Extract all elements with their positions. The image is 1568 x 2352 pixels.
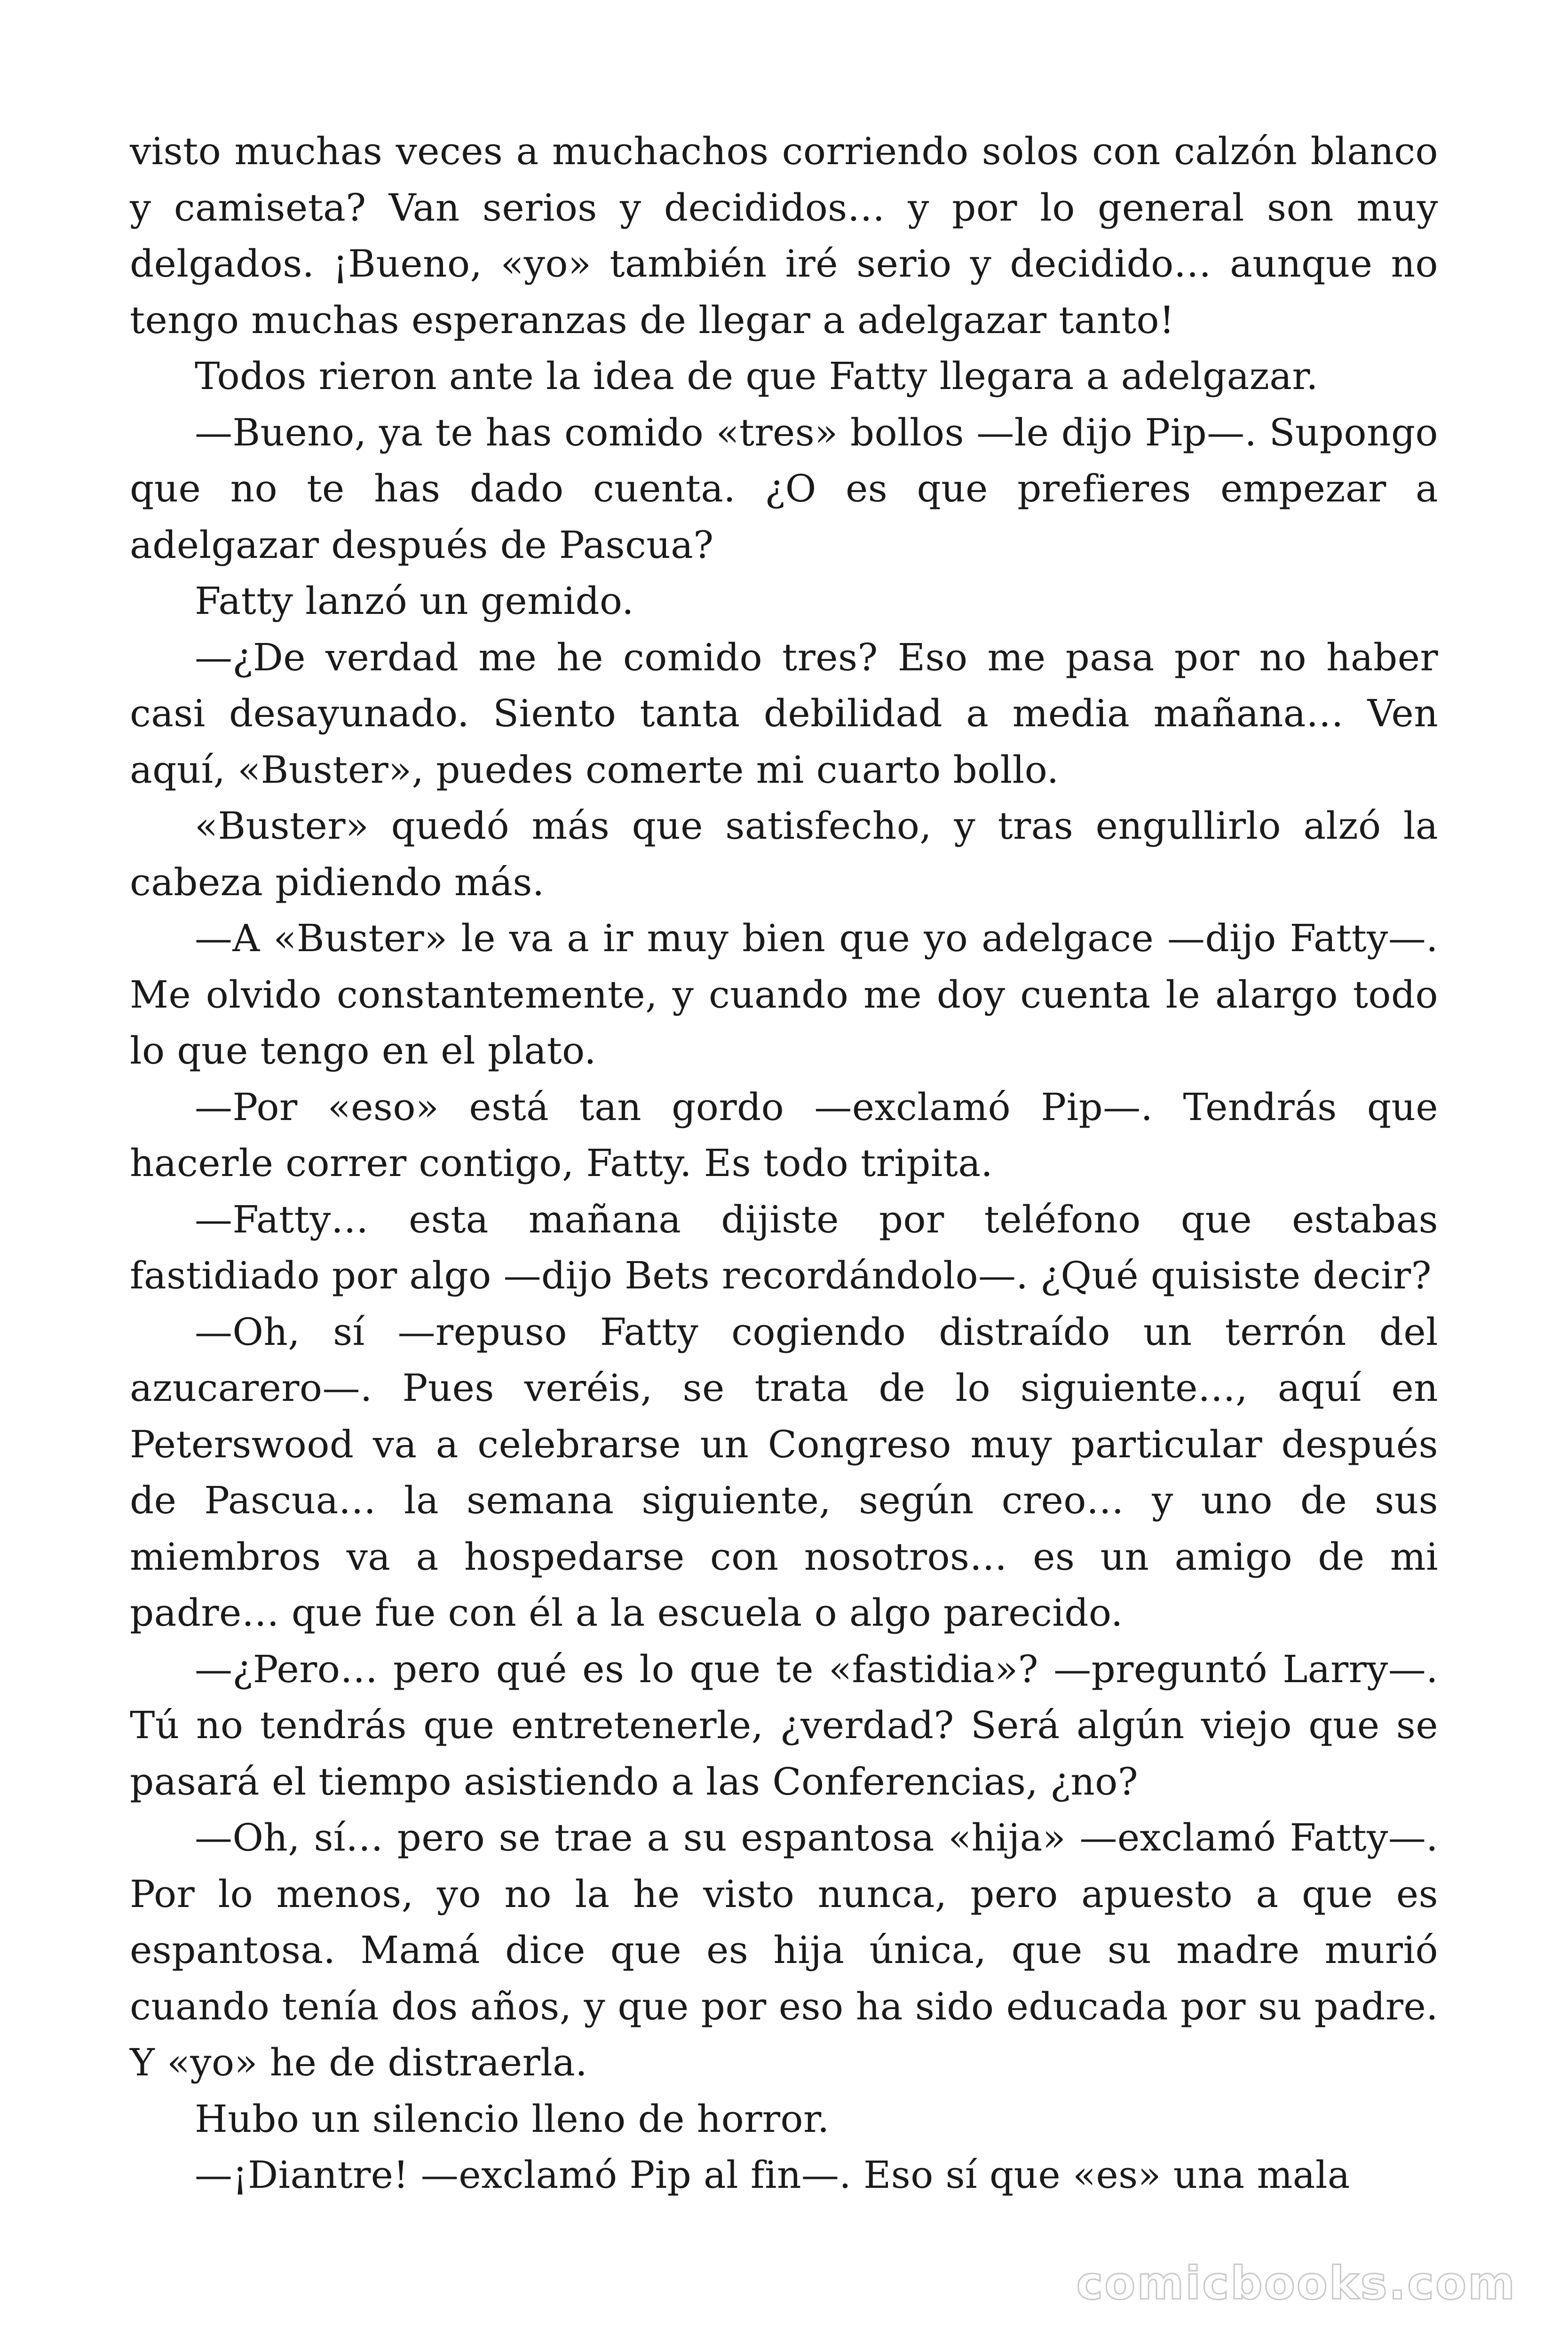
paragraph: «Buster» quedó más que satisfecho, y tras engullirlo alzó la cabeza pidiendo más. <box>130 804 1438 904</box>
paragraph: —A «Buster» le va a ir muy bien que yo adelgace —dijo Fatty—. Me olvido constantemente, y cuando me doy cuenta le alargo todo lo que tengo en el plato. <box>130 916 1438 1073</box>
paragraph: visto muchas veces a muchachos corriendo solos con calzón blanco y camiseta? Van serios y decididos… y por lo general son muy delgados. ¡Bueno, «yo» también iré serio y decidido… aunque no tengo muchas esperanzas de llegar a adelgazar tanto! <box>130 129 1438 342</box>
paragraph: —¿De verdad me he comido tres? Eso me pasa por no haber casi desayunado. Siento tanta debilidad a media mañana… Ven aquí, «Buster», puedes comerte mi cuarto bollo. <box>130 635 1438 792</box>
paragraph: —Oh, sí —repuso Fatty cogiendo distraído un terrón del azucarero—. Pues veréis, se trata de lo siguiente…, aquí en Peterswood va a celebrarse un Congreso muy particular después de Pascua… la semana siguiente, según creo… y uno de sus miembros va a hospedarse con nosotros… es un amigo de mi padre… que fue con él a la escuela o algo parecido. <box>130 1310 1438 1635</box>
paragraph: —¡Diantre! —exclamó Pip al fin—. Eso sí que «es» una mala <box>195 2153 1350 2197</box>
watermark: comicbooks.com <box>1076 2257 1516 2310</box>
paragraph: —Por «eso» está tan gordo —exclamó Pip—. Tendrás que hacerle correr contigo, Fatty. Es todo tripita. <box>130 1085 1438 1185</box>
paragraph: —Fatty… esta mañana dijiste por teléfono que estabas fastidiado por algo —dijo Bets recordándolo—. ¿Qué quisiste decir? <box>130 1197 1438 1297</box>
paragraph: —¿Pero… pero qué es lo que te «fastidia»? —preguntó Larry—. Tú no tendrás que entretenerle, ¿verdad? Será algún viejo que se pasará el tiempo asistiendo a las Conferencias, ¿no? <box>130 1647 1438 1804</box>
paragraph: —Oh, sí… pero se trae a su espantosa «hija» —exclamó Fatty—. Por lo menos, yo no la he visto nunca, pero apuesto a que es espantosa. Mamá dice que es hija única, que su madre murió cuando tenía dos años, y que por eso ha sido educada por su padre. Y «yo» he de distraerla. <box>130 1816 1438 2084</box>
paragraph: Todos rieron ante la idea de que Fatty llegara a adelgazar. <box>195 354 1318 398</box>
book-page-text <box>130 123 1438 2203</box>
paragraph: —Bueno, ya te has comido «tres» bollos —le dijo Pip—. Supongo que no te has dado cuenta. ¿O es que prefieres empezar a adelgazar después de Pascua? <box>130 410 1438 567</box>
paragraph: Fatty lanzó un gemido. <box>195 579 634 623</box>
paragraph: Hubo un silencio lleno de horror. <box>195 2097 830 2141</box>
